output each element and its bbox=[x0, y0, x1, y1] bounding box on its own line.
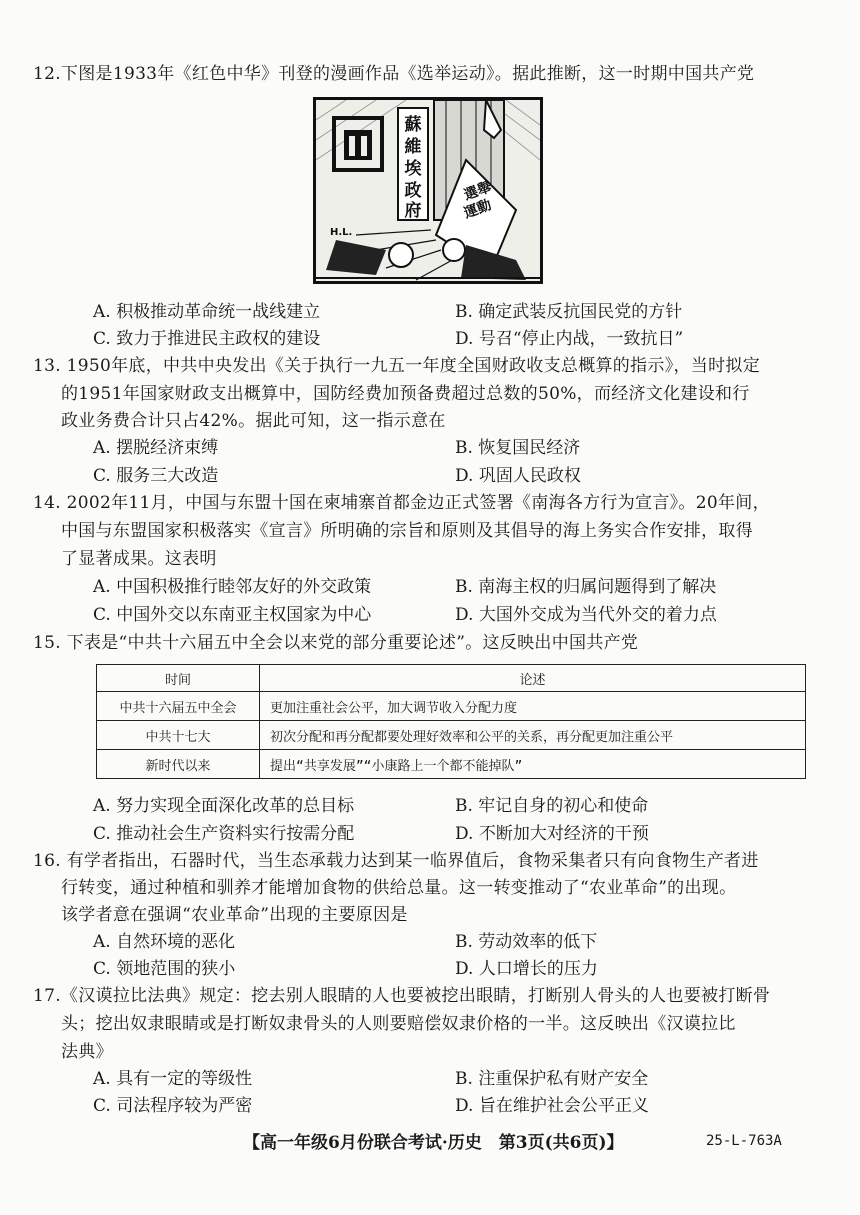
q13-option-a[interactable]: A. 摆脱经济束缚 bbox=[93, 438, 219, 458]
q13-option-c[interactable]: C. 服务三大改造 bbox=[93, 466, 219, 486]
q13-line-2: 的1951年国家财政支出概算中，国防经费加预备费超过总数的50%，而经济文化建设和行 bbox=[61, 384, 750, 404]
q15-option-c[interactable]: C. 推动社会生产资料实行按需分配 bbox=[93, 824, 355, 844]
q17-option-b[interactable]: B. 注重保护私有财产安全 bbox=[455, 1069, 649, 1089]
sign-char-1: 蘇 bbox=[404, 115, 422, 135]
banner-line-2: 運動 bbox=[461, 197, 494, 222]
q14-option-c[interactable]: C. 中国外交以东南亚主权国家为中心 bbox=[93, 605, 372, 625]
q14-line-1: 14. 2002年11月，中国与东盟十国在柬埔寨首都金边正式签署《南海各方行为宣言》。20年间， bbox=[33, 493, 770, 513]
q16-option-d[interactable]: D. 人口增长的压力 bbox=[455, 959, 598, 979]
q13-line-3: 政业务费合计只占42%。据此可知，这一指示意在 bbox=[61, 411, 446, 431]
building-icon bbox=[334, 118, 382, 170]
tag-hl: H.L. bbox=[330, 227, 353, 238]
q16-line-3: 该学者意在强调“农业革命”出现的主要原因是 bbox=[61, 905, 408, 925]
q15-option-d[interactable]: D. 不断加大对经济的干预 bbox=[455, 824, 649, 844]
q16-option-a[interactable]: A. 自然环境的恶化 bbox=[93, 932, 236, 952]
figure-head-1 bbox=[389, 243, 413, 267]
q15-option-a[interactable]: A. 努力实现全面深化改革的总目标 bbox=[93, 796, 355, 816]
q16-line-2: 行转变，通过种植和驯养才能增加食物的供给总量。这一转变推动了“农业革命”的出现。 bbox=[61, 878, 737, 898]
table-header-row bbox=[97, 665, 806, 692]
q13-line-1: 13. 1950年底，中共中央发出《关于执行一九五一年度全国财政收支总概算的指示》，当时拟定 bbox=[33, 356, 761, 376]
cartoon-illustration bbox=[316, 100, 540, 281]
page-footer: 【高一年级6月份联合考试·历史 第3页(共6页)】 bbox=[243, 1133, 624, 1153]
q17-option-c[interactable]: C. 司法程序较为严密 bbox=[93, 1096, 253, 1116]
q17-line-2: 头；挖出奴隶眼睛或是打断奴隶骨头的人则要赔偿奴隶价格的一半。这反映出《汉谟拉比 bbox=[61, 1014, 736, 1034]
q16-option-b[interactable]: B. 劳动效率的低下 bbox=[455, 932, 598, 952]
q17-line-1: 17.《汉谟拉比法典》规定：挖去别人眼睛的人也要被挖出眼睛，打断别人骨头的人也要被打断骨 bbox=[33, 986, 771, 1006]
exam-code: 25-L-763A bbox=[706, 1133, 782, 1149]
q14-option-d[interactable]: D. 大国外交成为当代外交的着力点 bbox=[455, 605, 717, 625]
q14-line-3: 了显著成果。这表明 bbox=[61, 549, 217, 569]
table-cell-statement: 提出“共享发展”“小康路上一个都不能掉队” bbox=[260, 750, 806, 779]
q13-option-b[interactable]: B. 恢复国民经济 bbox=[455, 438, 581, 458]
q17-line-3: 法典》 bbox=[61, 1042, 113, 1062]
figure-head-2 bbox=[443, 239, 465, 261]
sign-char-3: 埃 bbox=[404, 159, 422, 179]
q12-option-a[interactable]: A. 积极推动革命统一战线建立 bbox=[93, 302, 321, 322]
q14-option-a[interactable]: A. 中国积极推行睦邻友好的外交政策 bbox=[93, 577, 372, 597]
sign-char-4: 政 bbox=[404, 181, 422, 201]
table-row bbox=[97, 692, 806, 721]
q13-option-d[interactable]: D. 巩固人民政权 bbox=[455, 466, 581, 486]
q12-option-c[interactable]: C. 致力于推进民主政权的建设 bbox=[93, 329, 321, 349]
table-cell-statement: 初次分配和再分配都要处理好效率和公平的关系，再分配更加注重公平 bbox=[260, 721, 806, 750]
q12-option-d[interactable]: D. 号召“停止内战，一致抗日” bbox=[455, 329, 684, 349]
q16-option-c[interactable]: C. 领地范围的狭小 bbox=[93, 959, 236, 979]
q14-option-b[interactable]: B. 南海主权的归属问题得到了解决 bbox=[455, 577, 717, 597]
election-campaign-cartoon bbox=[313, 97, 543, 284]
table-row bbox=[97, 721, 806, 750]
q12-option-b[interactable]: B. 确定武装反抗国民党的方针 bbox=[455, 302, 683, 322]
table-row bbox=[97, 750, 806, 779]
sign-char-2: 維 bbox=[404, 137, 422, 157]
table-cell-time: 中共十六届五中全会 bbox=[97, 692, 260, 721]
table-cell-statement: 更加注重社会公平，加大调节收入分配力度 bbox=[260, 692, 806, 721]
q17-option-a[interactable]: A. 具有一定的等级性 bbox=[93, 1069, 253, 1089]
q15-option-b[interactable]: B. 牢记自身的初心和使命 bbox=[455, 796, 649, 816]
q14-line-2: 中国与东盟国家积极落实《宣言》所明确的宗旨和原则及其倡导的海上务实合作安排，取得 bbox=[61, 521, 753, 541]
q15-table bbox=[96, 664, 806, 779]
table-cell-time: 中共十七大 bbox=[97, 721, 260, 750]
sign-char-5: 府 bbox=[404, 201, 422, 221]
q12-stem: 12.下图是1933年《红色中华》刊登的漫画作品《选举运动》。据此推断，这一时期中国共产党 bbox=[33, 64, 755, 84]
banner-line-1: 選舉 bbox=[461, 179, 494, 204]
table-header-statement: 论述 bbox=[260, 665, 806, 692]
q17-option-d[interactable]: D. 旨在维护社会公平正义 bbox=[455, 1096, 649, 1116]
table-cell-time: 新时代以来 bbox=[97, 750, 260, 779]
table-header-time: 时间 bbox=[97, 665, 260, 692]
q16-line-1: 16. 有学者指出，石器时代，当生态承载力达到某一临界值后，食物采集者只有向食物生产者进 bbox=[33, 851, 759, 871]
q15-stem: 15. 下表是“中共十六届五中全会以来党的部分重要论述”。这反映出中国共产党 bbox=[33, 633, 639, 653]
